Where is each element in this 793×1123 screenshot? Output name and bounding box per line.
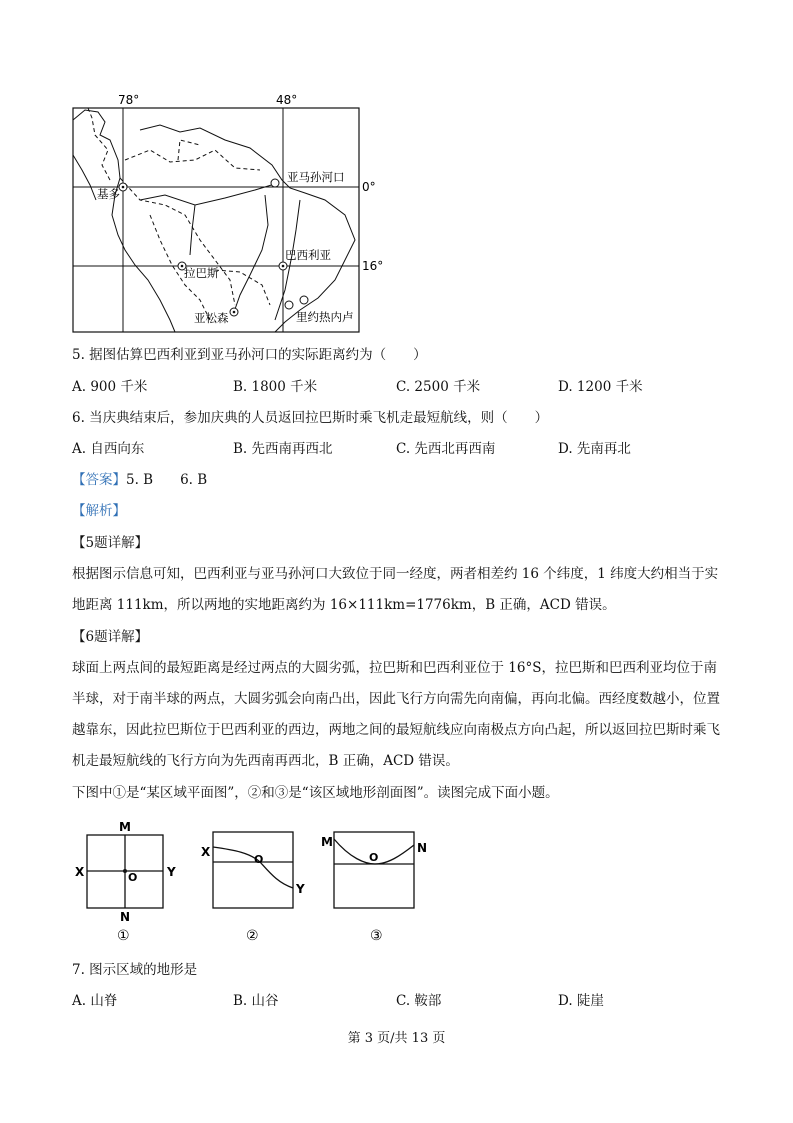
place-la-paz: 拉巴斯 <box>184 266 219 280</box>
fig3-caption: ③ <box>370 928 383 944</box>
q5-option-c: C. 2500 千米 <box>396 379 481 395</box>
section-intro: 下图中①是“某区域平面图”，②和③是“该区域地形剖面图”。读图完成下面小题。 <box>72 785 559 801</box>
detail6-heading: 【6题详解】 <box>72 629 149 645</box>
fig1-label-y: Y <box>167 865 176 879</box>
q7-option-d: D. 陡崖 <box>558 993 604 1009</box>
terrain-figures <box>60 815 440 945</box>
analysis-label: 【解析】 <box>72 503 126 519</box>
q7-option-a: A. 山脊 <box>72 993 118 1009</box>
answer-label: 【答案】 <box>72 472 126 488</box>
place-brasilia: 巴西利亚 <box>285 248 331 262</box>
detail6-text: 球面上两点间的最短距离是经过两点的大圆劣弧，拉巴斯和巴西利亚位于 16°S，拉巴斯和巴西利亚均位于南半球，对于南半球的两点，大圆劣弧会向南凸出，因此飞行方向需先向南偏，再向北偏。西经度数越小，位置越靠东，因此拉巴斯位于巴西利亚的西边，两地之间的最短航线应向南极点方向凸起，所以返回拉巴斯时乘飞机走最短航线的飞行方向为先西南再西北，B 正确，ACD 错误。 <box>72 660 720 769</box>
q5-stem: 5. 据图估算巴西利亚到亚马孙河口的实际距离约为（ ） <box>72 347 427 363</box>
fig2-label-x: X <box>201 845 211 859</box>
place-amazon-mouth: 亚马孙河口 <box>287 170 345 184</box>
q5-option-a: A. 900 千米 <box>72 379 148 395</box>
lat-label-16: 16° <box>362 259 384 273</box>
fig1-label-x: X <box>75 865 85 879</box>
place-quito: 基多 <box>97 187 120 201</box>
q6-option-b: B. 先西南再西北 <box>233 441 333 457</box>
q6-option-c: C. 先西北再西南 <box>396 441 496 457</box>
fig2-caption: ② <box>246 928 259 944</box>
place-rio: 里约热内卢 <box>296 310 354 324</box>
detail5-heading: 【5题详解】 <box>72 535 149 551</box>
q7-stem: 7. 图示区域的地形是 <box>72 962 198 978</box>
fig1-caption: ① <box>117 928 130 944</box>
fig3-label-m: M <box>321 835 333 849</box>
answer-text: 5. B 6. B <box>126 472 208 488</box>
lon-label-78: 78° <box>118 93 140 107</box>
q7-option-c: C. 鞍部 <box>396 993 442 1009</box>
south-america-map <box>60 90 390 340</box>
fig1-label-n: N <box>120 910 131 924</box>
q5-option-b: B. 1800 千米 <box>233 379 318 395</box>
q7-option-b: B. 山谷 <box>233 993 279 1009</box>
q6-option-d: D. 先南再北 <box>558 441 631 457</box>
lon-label-48: 48° <box>276 93 298 107</box>
answer-line <box>72 470 207 490</box>
fig2-label-o: O <box>254 853 264 866</box>
page-footer: 第 3 页/共 13 页 <box>347 1031 446 1046</box>
fig3-label-o: O <box>369 851 379 864</box>
q5-option-d: D. 1200 千米 <box>558 379 643 395</box>
place-asuncion: 亚松森 <box>194 311 229 325</box>
lat-label-0: 0° <box>362 180 376 194</box>
q6-stem: 6. 当庆典结束后，参加庆典的人员返回拉巴斯时乘飞机走最短航线，则（ ） <box>72 410 549 426</box>
q6-option-a: A. 自西向东 <box>72 441 145 457</box>
fig2-label-y: Y <box>296 882 305 896</box>
fig1-label-m: M <box>119 820 131 834</box>
fig3-label-n: N <box>417 841 428 855</box>
detail5-text: 根据图示信息可知，巴西利亚与亚马孙河口大致位于同一经度，两者相差约 16 个纬度，1 纬度大约相当于实地距离 111km，所以两地的实地距离约为 16×111km=1776km，B 正确，ACD 错误。 <box>72 566 719 613</box>
fig1-label-o: O <box>128 871 138 884</box>
